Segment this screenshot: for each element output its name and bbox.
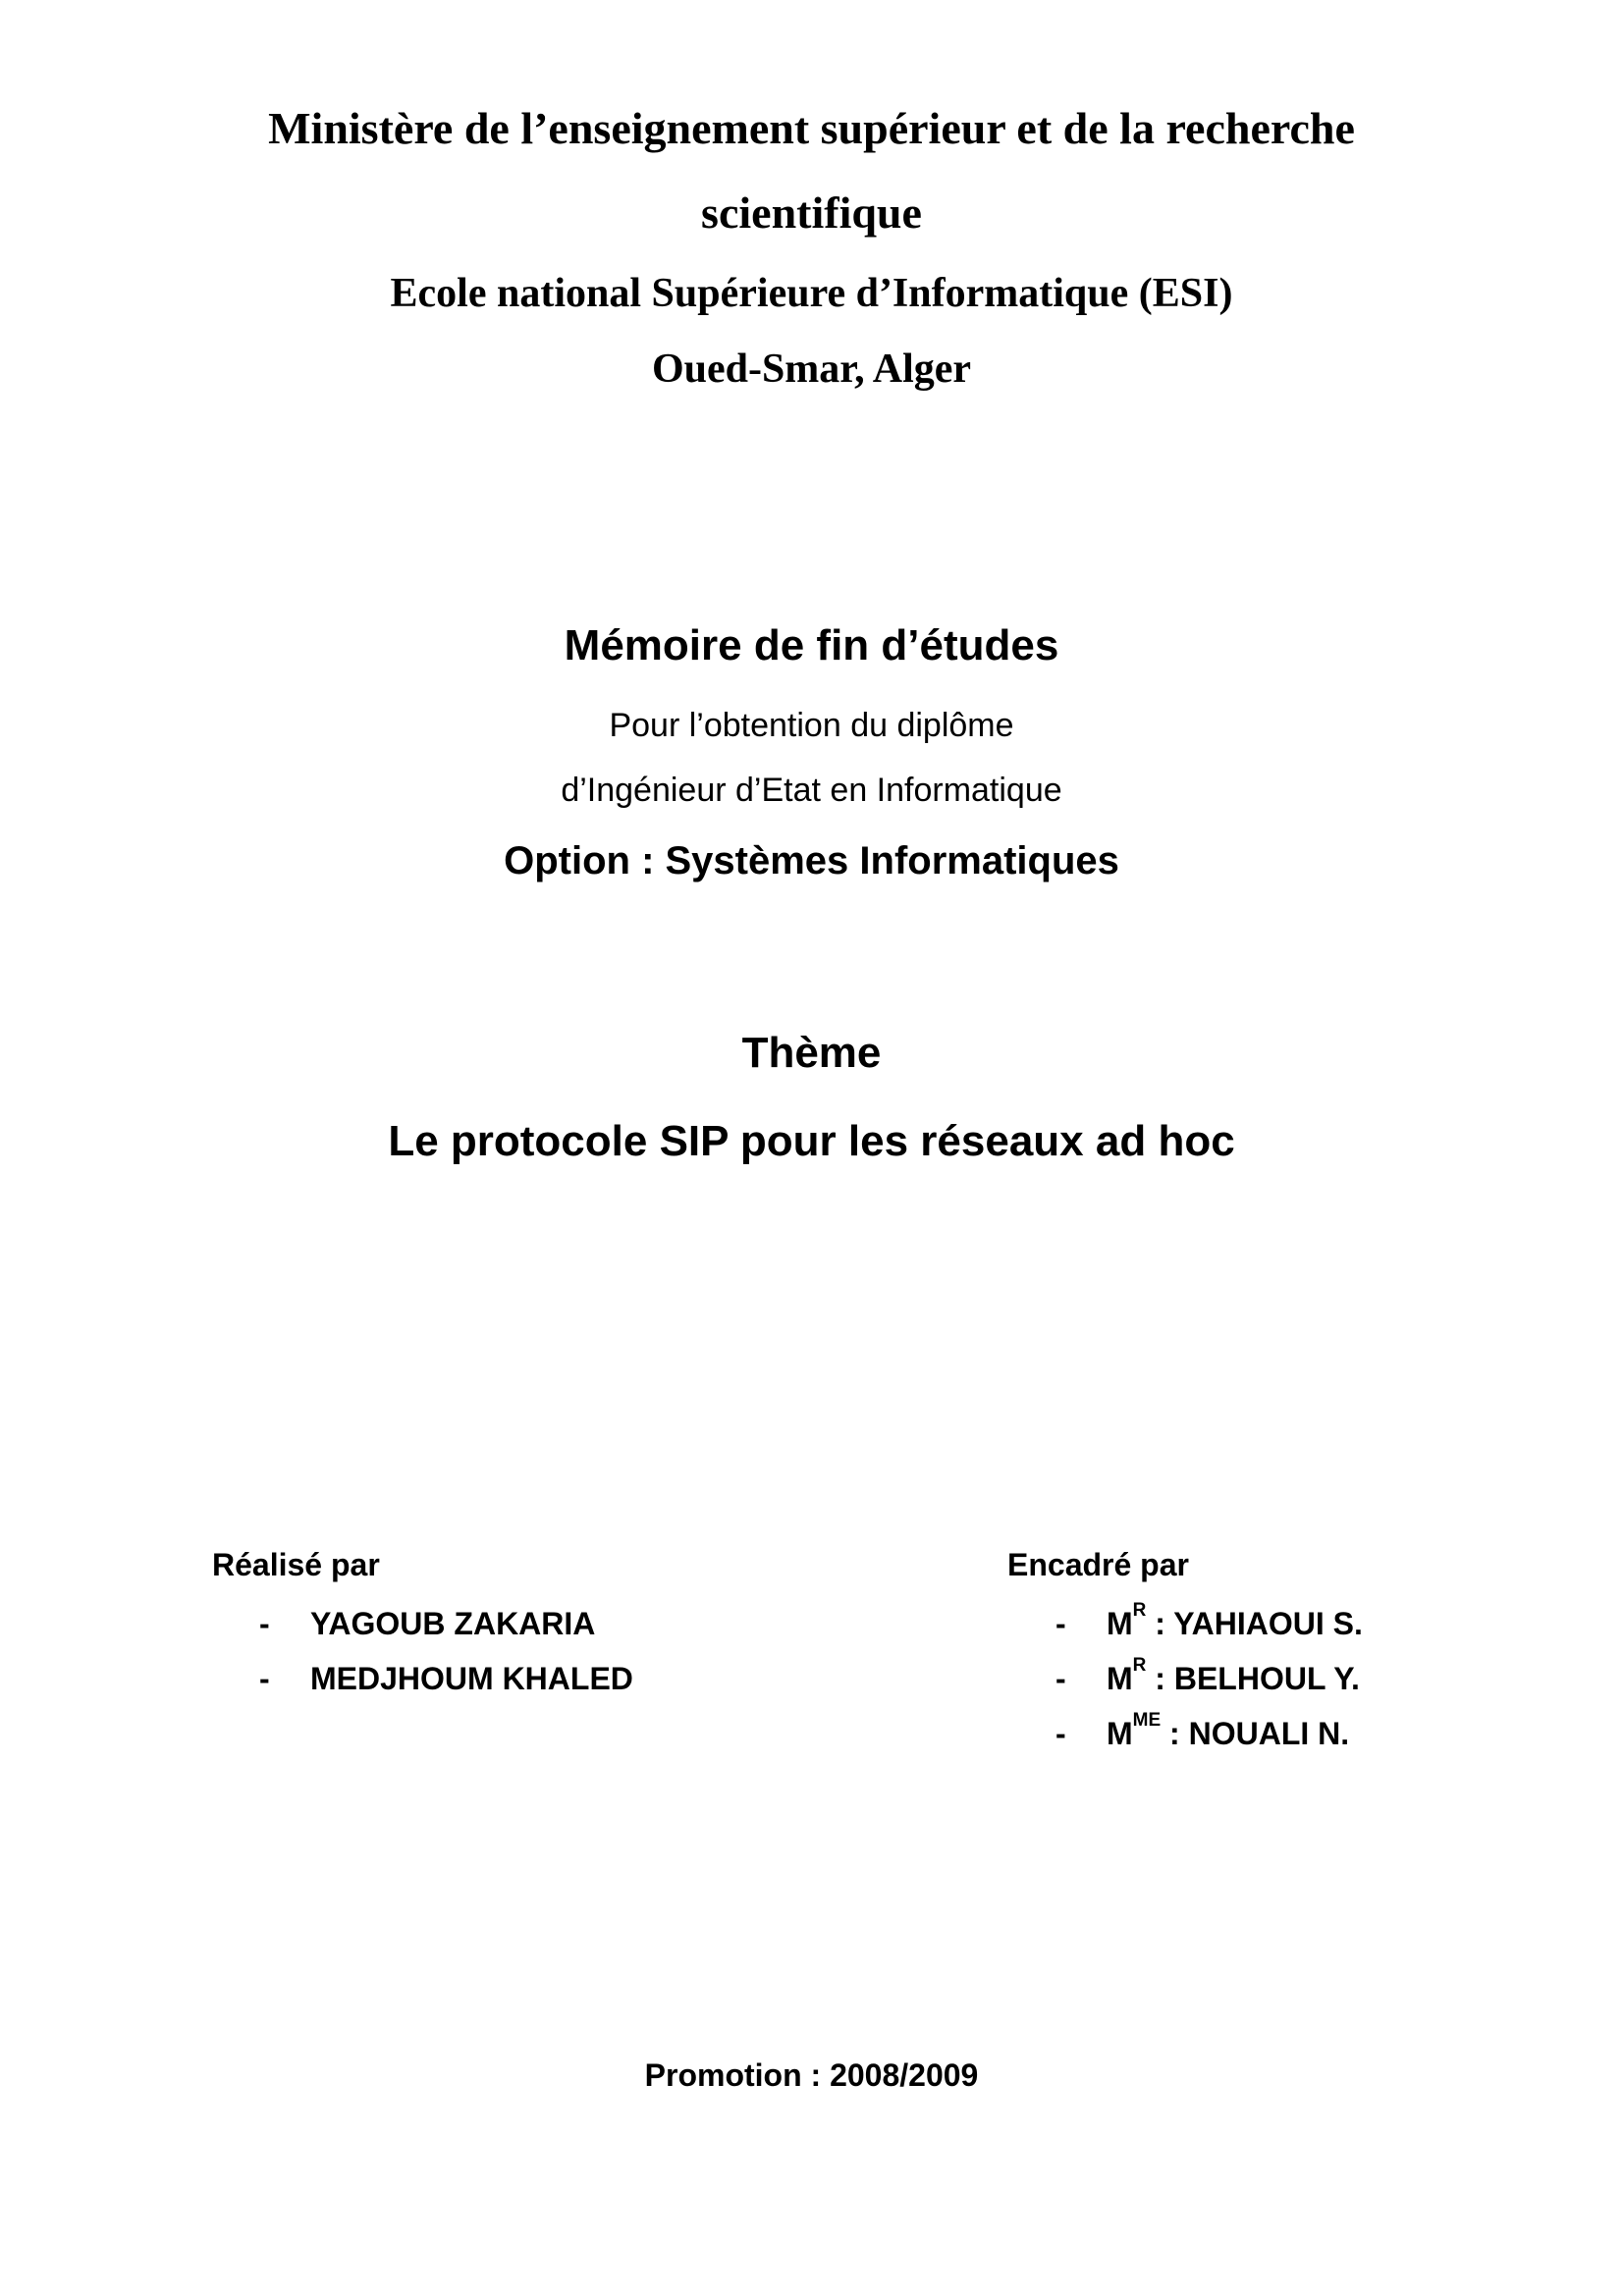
author-name: MEDJHOUM KHALED bbox=[310, 1661, 633, 1696]
list-bullet: - bbox=[259, 1606, 270, 1641]
ministry-line-2: scientifique bbox=[701, 187, 922, 238]
theme-label: Thème bbox=[741, 1029, 882, 1077]
supervisor-name bbox=[1107, 1710, 1350, 1752]
title-superscript: R bbox=[1132, 1600, 1147, 1621]
list-bullet: - bbox=[259, 1661, 270, 1696]
purpose-line-2: d’Ingénieur d’Etat en Informatique bbox=[561, 772, 1062, 809]
list-bullet: - bbox=[1055, 1606, 1066, 1641]
supervisor-surname: : NOUALI N. bbox=[1161, 1716, 1350, 1751]
title-prefix: M bbox=[1107, 1716, 1133, 1751]
supervisor-name bbox=[1107, 1655, 1360, 1697]
school-location: Oued-Smar, Alger bbox=[651, 347, 972, 392]
list-bullet: - bbox=[1055, 1716, 1066, 1751]
theme-title: Le protocole SIP pour les réseaux ad hoc bbox=[388, 1117, 1235, 1165]
option-line: Option : Systèmes Informatiques bbox=[504, 839, 1119, 882]
author-name: YAGOUB ZAKARIA bbox=[310, 1606, 596, 1641]
supervisors-heading: Encadré par bbox=[1007, 1547, 1189, 1582]
promotion: Promotion : 2008/2009 bbox=[644, 2057, 979, 2093]
list-bullet: - bbox=[1055, 1661, 1066, 1696]
memoire-title: Mémoire de fin d’études bbox=[564, 621, 1059, 669]
title-superscript: ME bbox=[1132, 1710, 1162, 1731]
title-prefix: M bbox=[1107, 1661, 1133, 1696]
ministry-line-1: Ministère de l’enseignement supérieur et de la recherche bbox=[268, 103, 1355, 153]
title-prefix: M bbox=[1107, 1606, 1133, 1641]
supervisor-name bbox=[1107, 1600, 1363, 1642]
school-name: Ecole national Supérieure d’Informatique (ESI) bbox=[390, 271, 1233, 316]
title-superscript: R bbox=[1132, 1655, 1147, 1676]
supervisor-surname: : BELHOUL Y. bbox=[1146, 1661, 1360, 1696]
supervisor-surname: : YAHIAOUI S. bbox=[1146, 1606, 1363, 1641]
authors-heading: Réalisé par bbox=[212, 1547, 380, 1582]
purpose-line-1: Pour l’obtention du diplôme bbox=[609, 707, 1014, 744]
